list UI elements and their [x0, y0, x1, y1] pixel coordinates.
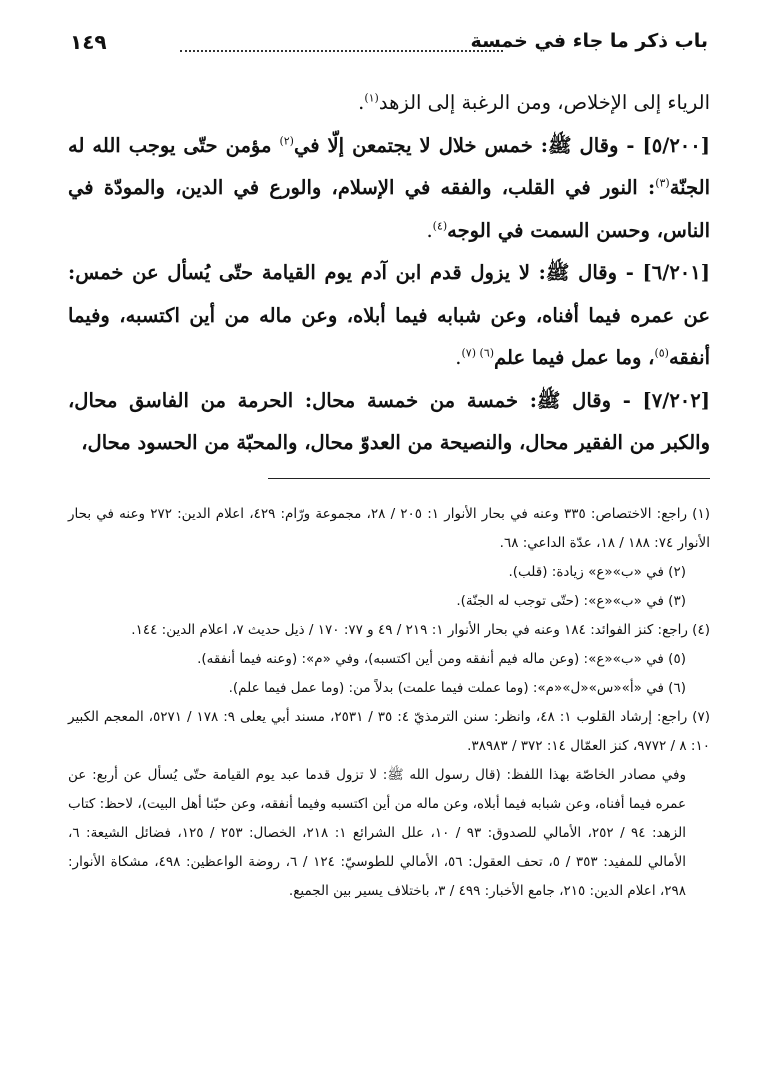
main-text — [68, 82, 710, 465]
running-header — [70, 30, 708, 62]
hadith-201: [٦/٢٠١] - وقال ﷺ: لا يزول قدم ابن آدم يوم القيامة حتّى يُسأل عن خمس: عن عمره فيما أفناه، وعن شبابه فيما أبلاه، وعن ماله من أين اكتسبه، وفيما أنفقه$^{(٥)}$، وما عمل فيما علم$^{(٦) (٧)}$. — [68, 261, 710, 369]
footnote-7-continuation: وفي مصادر الخاصّة بهذا اللفظ: (قال رسول الله ﷺ: لا تزول قدما عبد يوم القيامة حتّى يُسأل عن أربع: عن عمره فيما أفناه، وعن شبابه فيما أبلاه، وعن ماله من أين اكتسبه وفيما أنفقه، وعن حبّنا أهل البيت)، لاحظ: كتاب الزهد: ٩٤ / ٢٥٢، الأمالي للصدوق: ٩٣ / ١٠، علل الشرائع ١: ٢١٨، الخصال: ٢٥٣ / ١٢٥، فضائل الشيعة: ٦، الأمالي للمفيد: ٣٥٣ / ٥، تحف العقول: ٥٦، الأمالي للطوسيّ: ١٢٤ / ٦، روضة الواعظين: ٤٩٨، مشكاة الأنوار: ٢٩٨، اعلام الدين: ٢١٥، جامع الأخبار: ٤٩٩ / ٣، باختلاف يسير بين الجميع. — [68, 767, 687, 899]
footnote-3: (٣) في «ب»«ع»: (حتّى توجب له الجنّة). — [456, 593, 686, 609]
hadith-200-heading: [٥/٢٠٠] - وقال ﷺ: خمس خلال لا يجتمعن إلّا في — [293, 133, 710, 157]
footnote-4: (٤) راجع: كنز الفوائد: ١٨٤ وعنه في بحار الأنوار ١: ٢١٩ / ٤٩ و ٧٧: ١٧٠ / ذيل حديث ٧، اعلام الدين: ١٤٤. — [131, 622, 710, 638]
footnote-5: (٥) في «ب»«ع»: (وعن ماله فيم أنفقه ومن أين اكتسبه)، وفي «م»: (وعنه فيما أنفقه). — [197, 651, 686, 667]
footnote-2: (٢) في «ب»«ع» زيادة: (قلب). — [508, 564, 686, 580]
page-number: ١٤٩ — [70, 30, 107, 54]
footnote-ref-2: (٢) — [279, 134, 294, 147]
chapter-title: باب ذكر ما جاء في خمسة — [470, 30, 708, 52]
hadith-201-heading: [٦/٢٠١] - وقال ﷺ: لا يزول قدم ابن آدم يوم القيامة حتّى يُسأل عن خمس — [75, 261, 710, 284]
footnote-ref-5: (٥) — [654, 346, 669, 360]
header-dotted-leader — [180, 50, 503, 52]
hadith-202-heading: [٧/٢٠٢] - وقال ﷺ: خمسة من خمسة محال: الحرمة من الفاسق محال — [74, 388, 710, 412]
footnote-6: (٦) في «أ»«س»«ل»«م»: (وما عملت فيما علمت) بدلاً من: (وما عمل فيما علم). — [228, 680, 686, 696]
footnote-1: (١) راجع: الاختصاص: ٣٣٥ وعنه في بحار الأنوار ١: ٢٠٥ / ٢٨، مجموعة ورّام: ٤٢٩، اعلام الدين: ٢٧٢ وعنه في بحار الأنوار ٧٤: ١٨٨ / ١٨، عدّة الداعي: ٦٨. — [68, 506, 710, 551]
hadith-202: [٧/٢٠٢] - وقال ﷺ: خمسة من خمسة محال: الحرمة من الفاسق محال، والكبر من الفقير محال، والنصيحة من العدوّ محال، والمحبّة من الحسود محال، — [68, 388, 710, 454]
footnote-7: (٧) راجع: إرشاد القلوب ١: ٤٨، وانظر: سنن الترمذيّ ٤: ٣٥ / ٢٥٣١، مسند أبي يعلى ٩: ١٧٨ / ٥٢٧١، المعجم الكبير ١٠: ٨ / ٩٧٧٢، كنز العمّال ١٤: ٣٧٢ / ٣٨٩٨٣. — [68, 709, 710, 754]
footnote-ref-6-7: (٦) (٧) — [461, 346, 495, 360]
footnote-ref-4: (٤) — [432, 219, 448, 232]
hadith-200: [٥/٢٠٠] - وقال ﷺ: خمس خلال لا يجتمعن إلّا في$^{(٢)}$ مؤمن حتّى يوجب الله له الجنّة$^{(٣)}$: النور في القلب، والفقه في الإسلام، والورع في الدين، والمودّة في الناس، وحسن السمت في الوجه$^{(٤)}$. — [68, 133, 710, 242]
paragraph-continuation: الرياء إلى الإخلاص، ومن الرغبة إلى الزهد$^{(١)}$. — [358, 91, 710, 114]
footnote-ref-3: (٣) — [655, 176, 670, 190]
footnotes — [68, 500, 710, 906]
footnote-separator — [268, 478, 710, 479]
footnote-ref-1: (١) — [364, 91, 379, 105]
